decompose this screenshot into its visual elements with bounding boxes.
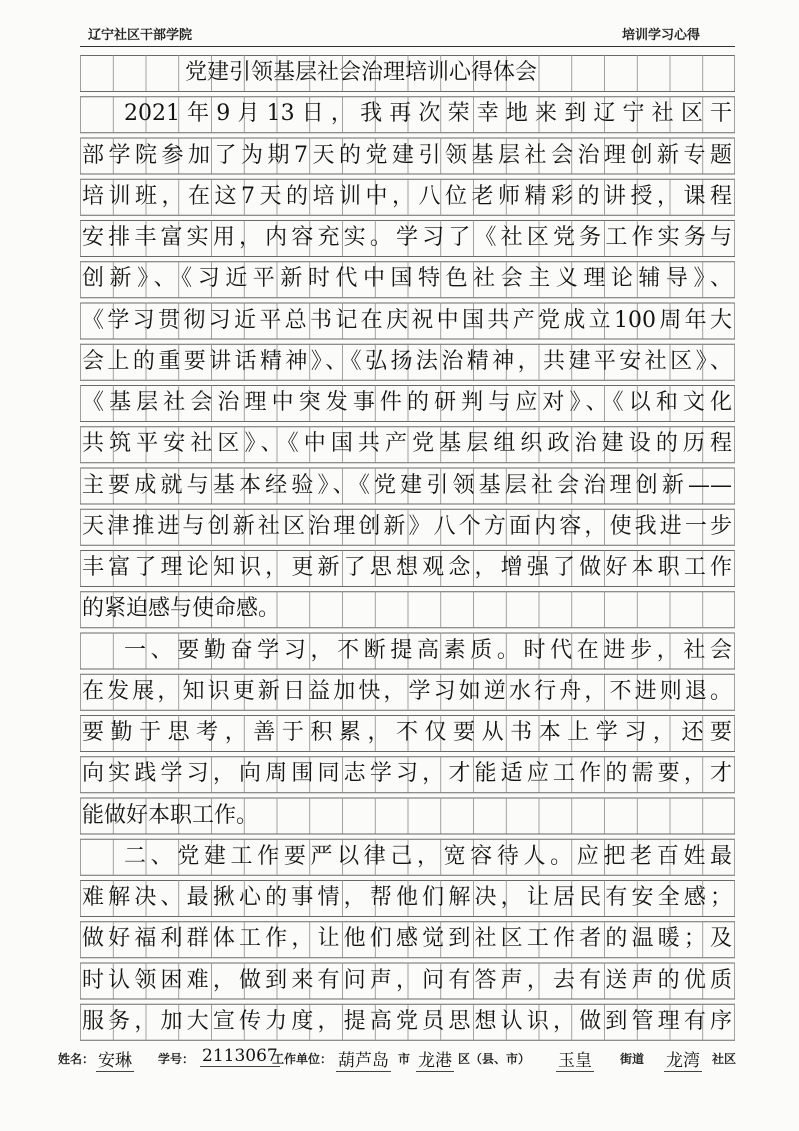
essay-line: 部学院参加了为期7天的党建引领基层社会治理创新专题 [82,142,732,168]
community-value: 龙湾 [664,1046,702,1072]
essay-line: 培训班，在这7天的培训中，八位老师精彩的讲授，课程 [82,183,732,209]
header-college-name: 辽宁社区干部学院 [88,28,193,43]
essay-line: 会上的重要讲话精神》、《弘扬法治精神，共建平安社区》、 [82,348,732,374]
name-label: 姓名： [58,1052,95,1066]
district-suffix: 区（县、市） [458,1052,531,1066]
essay-section-heading: 二、党建工作要严以律己，宽容待人。应把老百姓最 [124,843,732,869]
street-suffix: 街道 [620,1052,645,1066]
essay-line: 能做好本职工作。 [82,802,259,828]
essay-line: 做好福利群体工作，让他们感觉到社区工作者的温暖；及 [82,926,732,952]
header-rule [80,46,735,47]
student-id-label: 学号： [158,1052,195,1066]
essay-section-heading: 一、要勤奋学习，不断提高素质。时代在进步，社会 [124,637,732,663]
essay-line: 时认领困难，做到来有问声，问有答声，去有送声的优质 [82,967,732,993]
community-suffix: 社区 [712,1052,737,1066]
essay-title: 党建引领基层社会治理培训心得体会 [185,60,538,85]
essay-line: 难解决、最揪心的事情，帮他们解决，让居民有安全感； [82,885,732,910]
essay-line: 丰富了理论知识，更新了思想观念，增强了做好本职工作 [82,555,732,580]
essay-line: 创新》、《习近平新时代中国特色社会主义理论辅导》、 [82,266,732,292]
district-value: 龙港 [416,1046,454,1072]
essay-line: 在发展，知识更新日益加快，学习如逆水行舟，不进则退。 [82,678,732,704]
work-unit-label: 工作单位： [272,1052,333,1066]
essay-line: 主要成就与基本经验》、《党建引领基层社会治理创新—— [82,472,732,498]
essay-line: 天津推进与创新社区治理创新》八个方面内容，使我进一步 [82,513,732,539]
student-id-value: 2113067 [202,1046,278,1066]
essay-line: 服务，加大宣传力度，提高党员思想认识，做到管理有序 [82,1008,732,1034]
city-suffix: 市 [398,1052,411,1066]
essay-line: 《基层社会治理中突发事件的研判与应对》、《以和文化 [82,390,732,415]
essay-line: 要勤于思考，善于积累，不仅要从书本上学习，还要 [82,720,732,745]
header-document-type: 培训学习心得 [622,28,701,43]
street-value: 玉皇 [556,1046,594,1072]
essay-line: 安排丰富实用，内容充实。学习了《社区党务工作实务与 [82,225,732,250]
name-value: 安琳 [96,1046,134,1072]
essay-line: 2021年9月13日，我再次荣幸地来到辽宁社区干 [124,101,732,127]
essay-line: 《学习贯彻习近平总书记在庆祝中国共产党成立100周年大 [82,307,732,333]
essay-line: 共筑平安社区》、《中国共产党基层组织政治建设的历程 [82,431,732,457]
essay-line: 的紧迫感与使命感。 [82,596,281,622]
city-value: 葫芦岛 [336,1046,391,1072]
essay-line: 向实践学习，向周围同志学习，才能适应工作的需要，才 [82,761,732,787]
